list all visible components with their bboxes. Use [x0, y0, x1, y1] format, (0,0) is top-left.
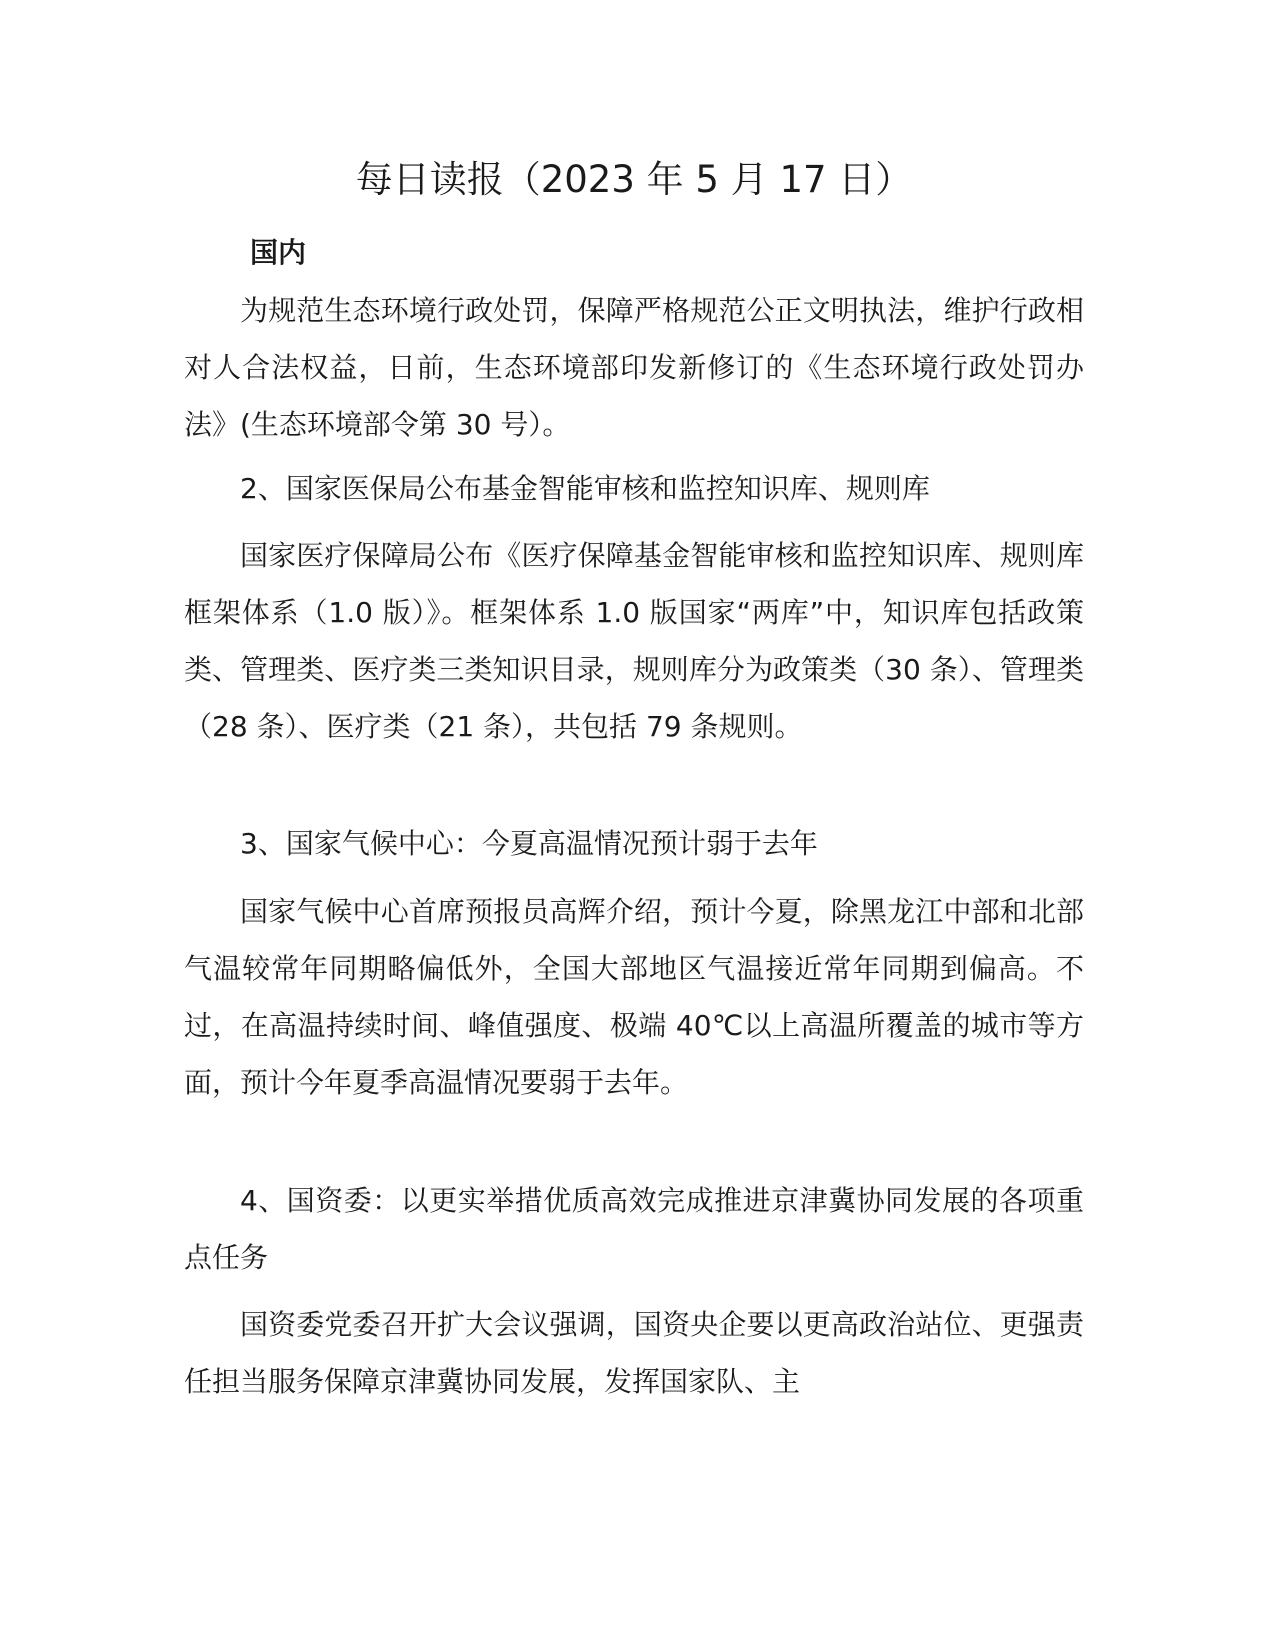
item-4-body: 国资委党委召开扩大会议强调，国资央企要以更高政治站位、更强责任担当服务保障京津冀协同发展，发挥国家队、主	[184, 1308, 1084, 1398]
item-3-heading: 3、国家气候中心：今夏高温情况预计弱于去年	[240, 827, 818, 860]
section-label: 国内	[250, 236, 307, 269]
item-1-body: 为规范生态环境行政处罚，保障严格规范公正文明执法，维护行政相对人合法权益，日前，生态环境部印发新修订的《生态环境行政处罚办法》(生态环境部令第 30 号）。	[184, 294, 1084, 441]
item-2-body: 国家医疗保障局公布《医疗保障基金智能审核和监控知识库、规则库框架体系（1.0 版）》。框架体系 1.0 版国家“两库”中，知识库包括政策类、管理类、医疗类三类知识目录，规则库分为政策类（30 条）、管理类（28 条）、医疗类（21 条），共包括 79 条规则。	[184, 539, 1084, 743]
document-page	[184, 0, 1084, 1650]
item-4-heading: 4、国资委：以更实举措优质高效完成推进京津冀协同发展的各项重点任务	[184, 1184, 1084, 1274]
item-2-heading: 2、国家医保局公布基金智能审核和监控知识库、规则库	[240, 472, 930, 505]
document-title: 每日读报（2023 年 5 月 17 日）	[355, 158, 913, 201]
item-3-body: 国家气候中心首席预报员高辉介绍，预计今夏，除黑龙江中部和北部气温较常年同期略偏低外，全国大部地区气温接近常年同期到偏高。不过，在高温持续时间、峰值强度、极端 40℃以上高温所覆盖的城市等方面，预计今年夏季高温情况要弱于去年。	[184, 895, 1084, 1099]
